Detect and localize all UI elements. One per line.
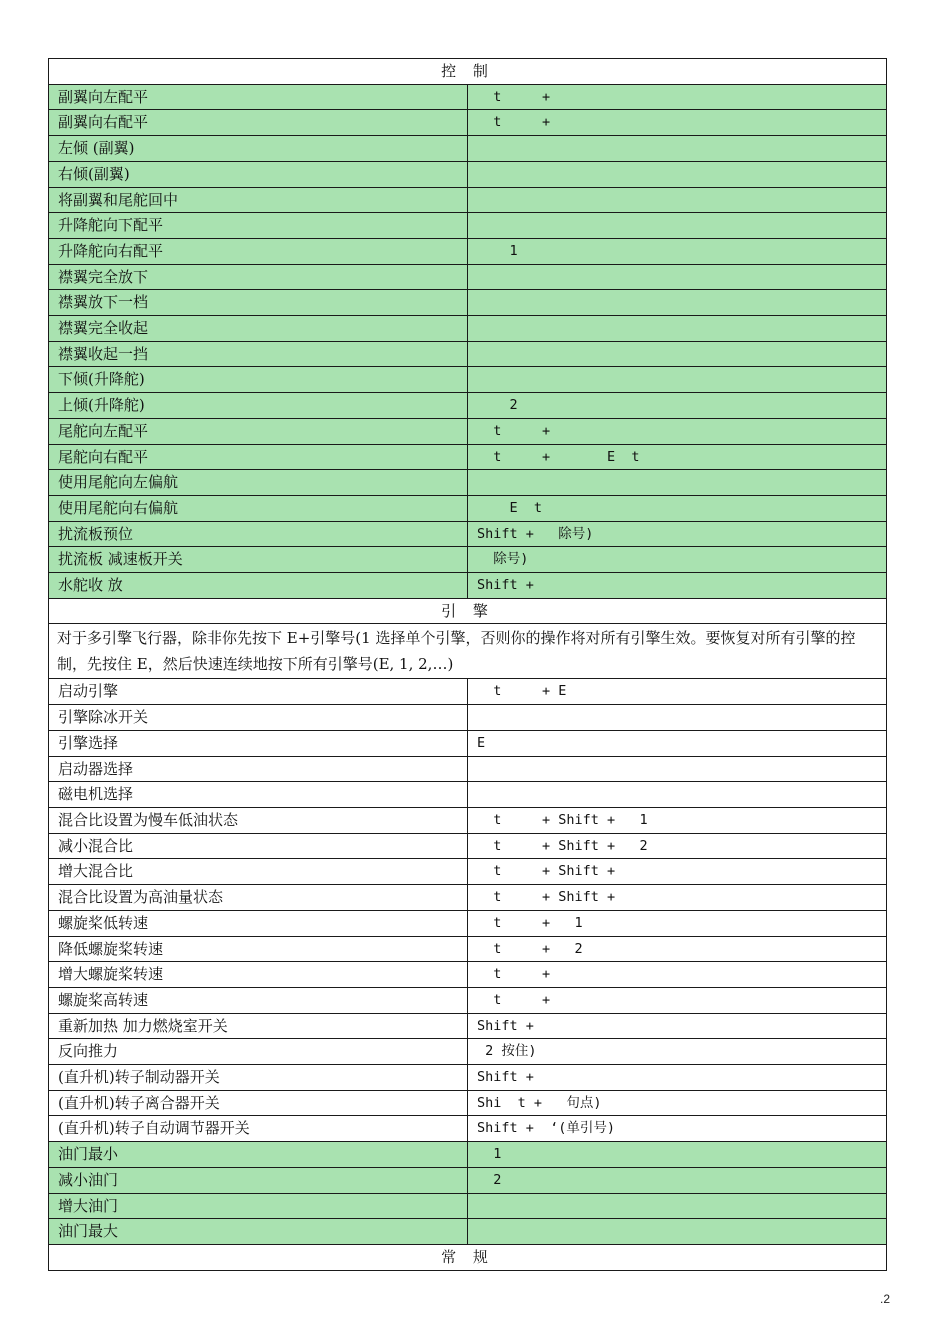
table-row xyxy=(49,367,887,393)
section-header-control xyxy=(49,59,887,85)
action-cell: 襟翼完全放下 xyxy=(49,264,468,290)
shortcut-cell: 1 xyxy=(468,1142,887,1168)
shortcut-cell xyxy=(468,213,887,239)
shortcut-cell: Shift + xyxy=(468,1065,887,1091)
action-cell: 混合比设置为高油量状态 xyxy=(49,885,468,911)
shortcut-cell: t + xyxy=(468,110,887,136)
table-row xyxy=(49,936,887,962)
table-row xyxy=(49,213,887,239)
shortcut-cell: t + E t xyxy=(468,444,887,470)
table-row xyxy=(49,521,887,547)
action-cell: 尾舵向左配平 xyxy=(49,418,468,444)
table-row xyxy=(49,1013,887,1039)
shortcut-cell: Shift + ‘(单引号) xyxy=(468,1116,887,1142)
action-cell: 襟翼收起一挡 xyxy=(49,341,468,367)
action-cell: (直升机)转子制动器开关 xyxy=(49,1065,468,1091)
action-cell: 副翼向右配平 xyxy=(49,110,468,136)
action-cell: 增大油门 xyxy=(49,1193,468,1219)
shortcut-cell xyxy=(468,470,887,496)
table-row xyxy=(49,705,887,731)
engine-note-row xyxy=(49,624,887,679)
action-cell: 升降舵向下配平 xyxy=(49,213,468,239)
action-cell: 螺旋桨高转速 xyxy=(49,987,468,1013)
action-cell: 尾舵向右配平 xyxy=(49,444,468,470)
table-row xyxy=(49,730,887,756)
table-row xyxy=(49,316,887,342)
table-row xyxy=(49,807,887,833)
action-cell: 副翼向左配平 xyxy=(49,84,468,110)
action-cell: 引擎除冰开关 xyxy=(49,705,468,731)
table-row xyxy=(49,1039,887,1065)
shortcut-cell xyxy=(468,1193,887,1219)
action-cell: 升降舵向右配平 xyxy=(49,238,468,264)
table-row xyxy=(49,84,887,110)
action-cell: 引擎选择 xyxy=(49,730,468,756)
table-row xyxy=(49,679,887,705)
shortcut-cell: 2 xyxy=(468,1167,887,1193)
shortcut-cell: 2 xyxy=(468,393,887,419)
table-row xyxy=(49,1142,887,1168)
table-row xyxy=(49,136,887,162)
shortcut-cell: t + xyxy=(468,987,887,1013)
action-cell: 增大螺旋桨转速 xyxy=(49,962,468,988)
shortcut-cell: E t xyxy=(468,495,887,521)
action-cell: 降低螺旋桨转速 xyxy=(49,936,468,962)
table-row xyxy=(49,756,887,782)
table-row xyxy=(49,833,887,859)
action-cell: 磁电机选择 xyxy=(49,782,468,808)
table-row xyxy=(49,782,887,808)
engine-note: 对于多引擎飞行器，除非你先按下 E+引擎号(1 选择单个引擎，否则你的操作将对所有引擎生效。要恢复对所有引擎的控制，先按住 E，然后快速连续地按下所有引擎号(E, 1, 2,…) xyxy=(49,624,887,679)
action-cell: 油门最小 xyxy=(49,1142,468,1168)
shortcut-cell: Shift + xyxy=(468,1013,887,1039)
shortcut-cell xyxy=(468,756,887,782)
shortcut-cell: Shi t + 句点) xyxy=(468,1090,887,1116)
table-row xyxy=(49,470,887,496)
shortcut-cell xyxy=(468,136,887,162)
shortcut-cell: t + xyxy=(468,418,887,444)
action-cell: 襟翼放下一档 xyxy=(49,290,468,316)
section-title-control: 控 制 xyxy=(49,59,887,85)
table-row xyxy=(49,264,887,290)
action-cell: (直升机)转子自动调节器开关 xyxy=(49,1116,468,1142)
shortcut-cell: t + Shift + xyxy=(468,859,887,885)
shortcut-cell: 1 xyxy=(468,238,887,264)
table-row xyxy=(49,1219,887,1245)
action-cell: 将副翼和尾舵回中 xyxy=(49,187,468,213)
table-row xyxy=(49,341,887,367)
shortcut-cell: 2 按住) xyxy=(468,1039,887,1065)
action-cell: 油门最大 xyxy=(49,1219,468,1245)
shortcut-table-body xyxy=(49,59,887,1271)
shortcut-cell xyxy=(468,161,887,187)
shortcut-cell: E xyxy=(468,730,887,756)
shortcut-cell: t + E xyxy=(468,679,887,705)
table-row xyxy=(49,885,887,911)
shortcut-cell xyxy=(468,264,887,290)
section-header-engine xyxy=(49,598,887,624)
table-row xyxy=(49,495,887,521)
action-cell: 襟翼完全收起 xyxy=(49,316,468,342)
table-row xyxy=(49,187,887,213)
shortcut-cell xyxy=(468,187,887,213)
section-title-general: 常 规 xyxy=(49,1244,887,1270)
table-row xyxy=(49,573,887,599)
shortcut-cell: t + Shift + 2 xyxy=(468,833,887,859)
shortcut-cell xyxy=(468,341,887,367)
action-cell: 启动引擎 xyxy=(49,679,468,705)
table-row xyxy=(49,1090,887,1116)
table-row xyxy=(49,290,887,316)
shortcut-cell: Shift + 除号) xyxy=(468,521,887,547)
action-cell: 螺旋桨低转速 xyxy=(49,910,468,936)
table-row xyxy=(49,418,887,444)
table-row xyxy=(49,1116,887,1142)
action-cell: 扰流板预位 xyxy=(49,521,468,547)
table-row xyxy=(49,1065,887,1091)
table-row xyxy=(49,910,887,936)
shortcut-cell: t + Shift + 1 xyxy=(468,807,887,833)
shortcut-table xyxy=(48,58,887,1271)
action-cell: 扰流板 减速板开关 xyxy=(49,547,468,573)
action-cell: 增大混合比 xyxy=(49,859,468,885)
shortcut-cell xyxy=(468,316,887,342)
table-row xyxy=(49,444,887,470)
action-cell: 减小混合比 xyxy=(49,833,468,859)
action-cell: 上倾(升降舵) xyxy=(49,393,468,419)
section-title-engine: 引 擎 xyxy=(49,598,887,624)
action-cell: 右倾(副翼) xyxy=(49,161,468,187)
shortcut-cell xyxy=(468,367,887,393)
action-cell: 启动器选择 xyxy=(49,756,468,782)
section-header-general xyxy=(49,1244,887,1270)
table-row xyxy=(49,110,887,136)
action-cell: 混合比设置为慢车低油状态 xyxy=(49,807,468,833)
table-row xyxy=(49,1193,887,1219)
table-row xyxy=(49,547,887,573)
shortcut-cell xyxy=(468,705,887,731)
shortcut-cell xyxy=(468,290,887,316)
table-row xyxy=(49,393,887,419)
shortcut-cell: t + 1 xyxy=(468,910,887,936)
shortcut-cell: t + xyxy=(468,84,887,110)
action-cell: 下倾(升降舵) xyxy=(49,367,468,393)
action-cell: 水舵收 放 xyxy=(49,573,468,599)
shortcut-cell: Shift + xyxy=(468,573,887,599)
table-row xyxy=(49,859,887,885)
action-cell: 减小油门 xyxy=(49,1167,468,1193)
table-row xyxy=(49,987,887,1013)
action-cell: 使用尾舵向右偏航 xyxy=(49,495,468,521)
action-cell: 反向推力 xyxy=(49,1039,468,1065)
shortcut-cell: t + Shift + xyxy=(468,885,887,911)
page-number: .2 xyxy=(879,1292,890,1306)
table-row xyxy=(49,962,887,988)
action-cell: 使用尾舵向左偏航 xyxy=(49,470,468,496)
action-cell: 重新加热 加力燃烧室开关 xyxy=(49,1013,468,1039)
action-cell: (直升机)转子离合器开关 xyxy=(49,1090,468,1116)
table-row xyxy=(49,238,887,264)
table-row xyxy=(49,1167,887,1193)
shortcut-cell: t + 2 xyxy=(468,936,887,962)
shortcut-cell xyxy=(468,782,887,808)
shortcut-cell xyxy=(468,1219,887,1245)
action-cell: 左倾 (副翼) xyxy=(49,136,468,162)
shortcut-cell: 除号) xyxy=(468,547,887,573)
table-row xyxy=(49,161,887,187)
shortcut-cell: t + xyxy=(468,962,887,988)
